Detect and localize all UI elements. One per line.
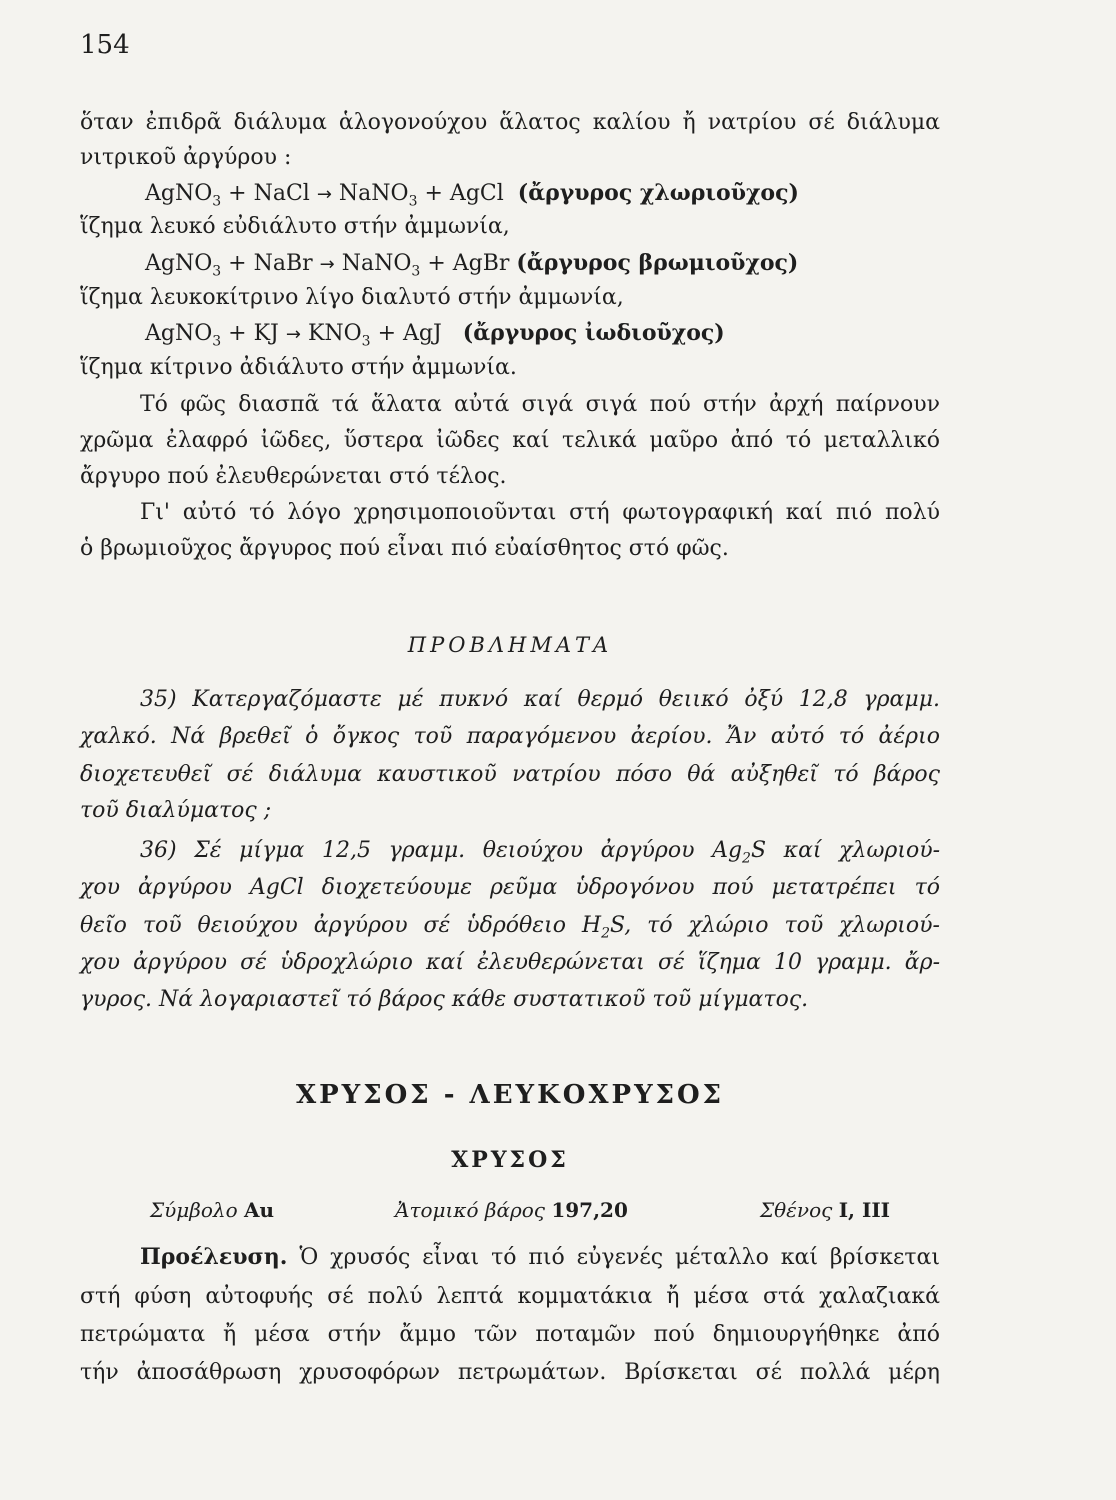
text-line: ἵζημα κίτρινο ἀδιάλυτο στήν ἀμμωνία. <box>80 355 517 380</box>
problem-35-line: χαλκό. Νά βρεθεῖ ὁ ὄγκος τοῦ παραγόμενου ἀερίου. Ἄν αὐτό τό ἀέριο <box>80 724 940 749</box>
problems-heading: ΠΡΟΒΛΗΜΑΤΑ <box>407 633 613 657</box>
formula-agcl <box>145 178 1005 216</box>
section-heading: ΧΡΥΣΟΣ - ΛΕΥΚΟΧΡΥΣΟΣ <box>295 1080 725 1110</box>
origin-line <box>140 1242 940 1273</box>
text-line: χρῶμα ἐλαφρό ἰῶδες, ὕστερα ἰῶδες καί τελικά μαῦρο ἀπό τό μεταλλικό <box>80 428 940 453</box>
text-line: Γι' αὐτό τό λόγο χρησιμοποιοῦνται στή φωτογραφική καί πιό πολύ <box>140 500 940 525</box>
formula-note: (ἄργυρος ἰωδιοῦχος) <box>462 320 725 346</box>
subsection-heading: ΧΡΥΣΟΣ <box>451 1147 569 1173</box>
origin-line: στή φύση αὐτοφυής σέ πολύ λεπτά κομματάκια ἤ μέσα στά χαλαζιακά <box>80 1284 940 1309</box>
problem-35-line: 35) Κατεργαζόμαστε μέ πυκνό καί θερμό θειικό ὀξύ 12,8 γραμμ. <box>140 687 940 712</box>
formula-agj <box>145 318 1005 356</box>
text-run: θεῖο τοῦ θειούχου ἀργύρου σέ ὑδρόθειο H <box>80 913 602 938</box>
formula-term: + NaBr <box>221 251 320 276</box>
subscript: 3 <box>411 263 421 280</box>
problem-36-line <box>140 836 940 873</box>
atomic-weight-value: 197,20 <box>551 1198 628 1222</box>
symbol-value: Au <box>243 1198 275 1222</box>
origin-line: τήν ἀποσάθρωση χρυσοφόρων πετρωμάτων. Βρίσκεται σέ πολλά μέρη <box>80 1360 940 1385</box>
text-line: ἵζημα λευκοκίτρινο λίγο διαλυτό στήν ἀμμωνία, <box>80 285 624 310</box>
text-run: Ὁ χρυσός εἶναι τό πιό εὐγενές μέταλλο καί βρίσκεται <box>287 1245 940 1270</box>
formula-note: (ἄργυρος βρωμιοῦχος) <box>516 250 799 276</box>
formula-term: + AgBr <box>420 251 510 276</box>
symbol-info <box>150 1198 274 1222</box>
problem-36-line: χου ἀργύρου AgCl διοχετεύουμε ρεῦμα ὑδρογόνου πού μετατρέπει τό <box>80 875 940 900</box>
text-run: 36) Σέ μίγμα 12,5 γραμμ. θειούχου ἀργύρου Ag <box>140 838 743 863</box>
formula-agbr <box>145 248 1005 286</box>
subscript: 3 <box>361 333 371 350</box>
subscript: 3 <box>212 333 222 350</box>
arrow-icon: → <box>285 324 301 345</box>
subscript: 3 <box>212 193 222 210</box>
problem-35-line: διοχετευθεῖ σέ διάλυμα καυστικοῦ νατρίου πόσο θά αὐξηθεῖ τό βάρος <box>80 762 940 787</box>
problem-36-line: γυρος. Νά λογαριαστεῖ τό βάρος κάθε συστατικοῦ τοῦ μίγματος. <box>80 987 809 1012</box>
valence-info <box>760 1198 890 1222</box>
formula-term: AgNO <box>145 321 213 346</box>
problem-36-line <box>80 911 940 948</box>
formula-term: NaNO <box>334 251 412 276</box>
formula-term: + AgJ <box>370 321 442 346</box>
page-number: 154 <box>80 30 130 60</box>
subscript: 3 <box>212 263 222 280</box>
valence-label: Σθένος <box>760 1198 833 1222</box>
formula-term: + KJ <box>221 321 286 346</box>
arrow-icon: → <box>319 254 335 275</box>
formula-term: AgNO <box>145 181 213 206</box>
formula-term: NaNO <box>331 181 409 206</box>
text-line: νιτρικοῦ ἀργύρου : <box>80 145 292 170</box>
subscript: 2 <box>742 850 751 867</box>
atomic-weight-label: Ἀτομικό βάρος <box>395 1198 545 1222</box>
atomic-weight-info <box>395 1198 628 1222</box>
formula-term: + AgCl <box>417 181 504 206</box>
formula-term: + NaCl <box>221 181 317 206</box>
subscript: 2 <box>601 925 610 942</box>
symbol-label: Σύμβολο <box>150 1198 238 1222</box>
text-line: Τό φῶς διασπᾶ τά ἅλατα αὐτά σιγά σιγά πού στήν ἀρχή παίρνουν <box>140 392 940 417</box>
text-run: S, τό χλώριο τοῦ χλωριού- <box>609 913 940 938</box>
text-line: ὅταν ἐπιδρᾶ διάλυμα ἁλογονούχου ἅλατος καλίου ἤ νατρίου σέ διάλυμα <box>80 110 940 135</box>
origin-lead: Προέλευση. <box>140 1244 288 1270</box>
formula-term: KNO <box>300 321 362 346</box>
text-line: ἵζημα λευκό εὐδιάλυτο στήν ἀμμωνία, <box>80 214 510 239</box>
valence-value: I, III <box>838 1198 891 1222</box>
formula-term: AgNO <box>145 251 213 276</box>
arrow-icon: → <box>316 184 332 205</box>
problem-35-line: τοῦ διαλύματος ; <box>80 798 272 823</box>
origin-line: πετρώματα ἤ μέσα στήν ἄμμο τῶν ποταμῶν πού δημιουργήθηκε ἀπό <box>80 1322 940 1347</box>
text-run: S καί χλωριού- <box>750 838 940 863</box>
problem-36-line: χου ἀργύρου σέ ὑδροχλώριο καί ἐλευθερώνεται σέ ἵζημα 10 γραμμ. ἄρ- <box>80 950 940 975</box>
text-line: ἄργυρο πού ἐλευθερώνεται στό τέλος. <box>80 464 507 489</box>
text-line: ὁ βρωμιοῦχος ἄργυρος πού εἶναι πιό εὐαίσθητος στό φῶς. <box>80 536 729 561</box>
formula-note: (ἄργυρος χλωριοῦχος) <box>517 180 799 206</box>
subscript: 3 <box>408 193 418 210</box>
